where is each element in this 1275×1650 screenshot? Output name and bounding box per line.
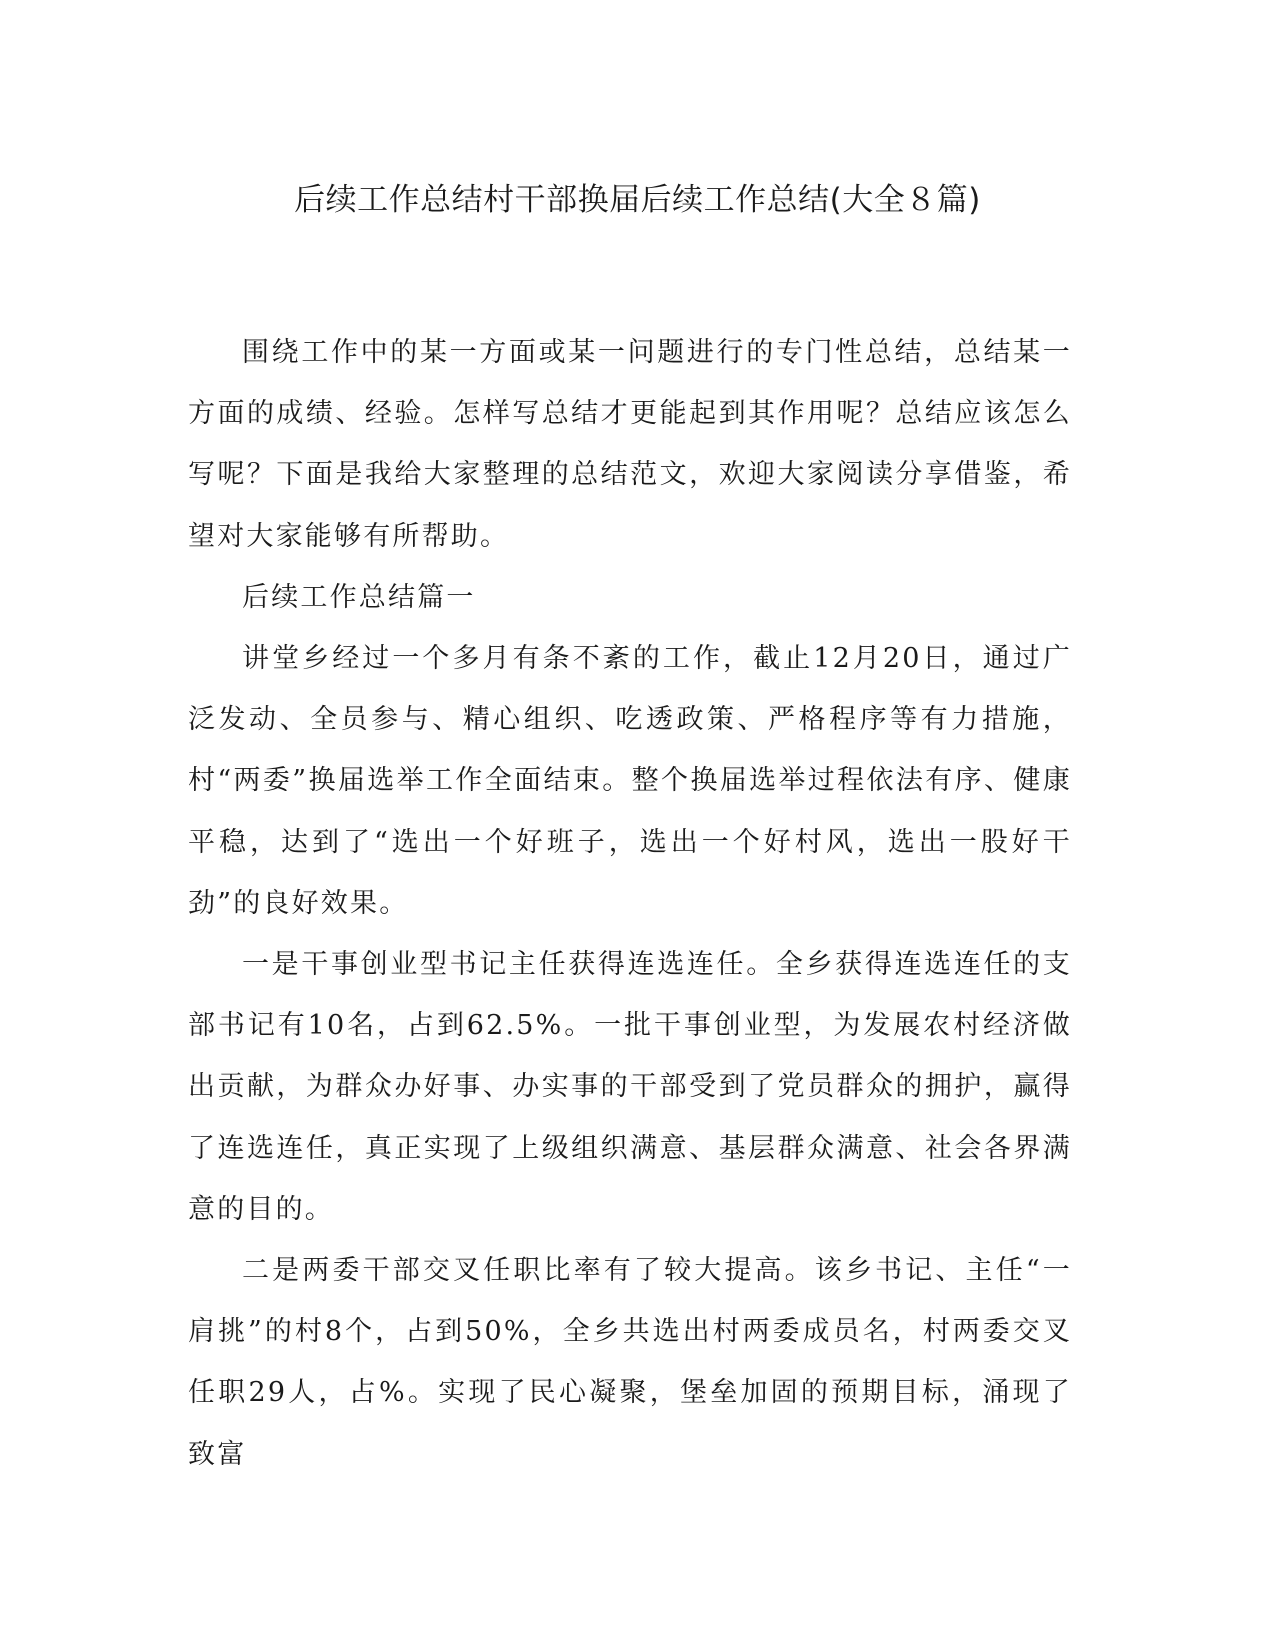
- body-paragraph: 一是干事创业型书记主任获得连选连任。全乡获得连选连任的支部书记有10名，占到62.5%。一批干事创业型，为发展农村经济做出贡献，为群众办好事、办实事的干部受到了党员群众的拥护，赢得了连选连任，真正实现了上级组织满意、基层群众满意、社会各界满意的目的。: [188, 949, 1072, 1225]
- intro-paragraph: 围绕工作中的某一方面或某一问题进行的专门性总结，总结某一方面的成绩、经验。怎样写总结才更能起到其作用呢？总结应该怎么写呢？下面是我给大家整理的总结范文，欢迎大家阅读分享借鉴，希望对大家能够有所帮助。: [188, 337, 1072, 552]
- document-body: [188, 322, 1072, 1485]
- body-paragraph: 讲堂乡经过一个多月有条不紊的工作，截止12月20日，通过广泛发动、全员参与、精心组织、吃透政策、严格程序等有力措施，村“两委”换届选举工作全面结束。整个换届选举过程依法有序、健康平稳，达到了“选出一个好班子，选出一个好村风，选出一股好干劲”的良好效果。: [188, 643, 1072, 919]
- document-title: 后续工作总结村干部换届后续工作总结(大全８篇): [294, 182, 981, 218]
- body-paragraph: 二是两委干部交叉任职比率有了较大提高。该乡书记、主任“一肩挑”的村8个，占到50%，全乡共选出村两委成员名，村两委交叉任职29人，占%。实现了民心凝聚，堡垒加固的预期目标，涌现了致富: [188, 1255, 1072, 1470]
- section-heading: 后续工作总结篇一: [242, 581, 476, 613]
